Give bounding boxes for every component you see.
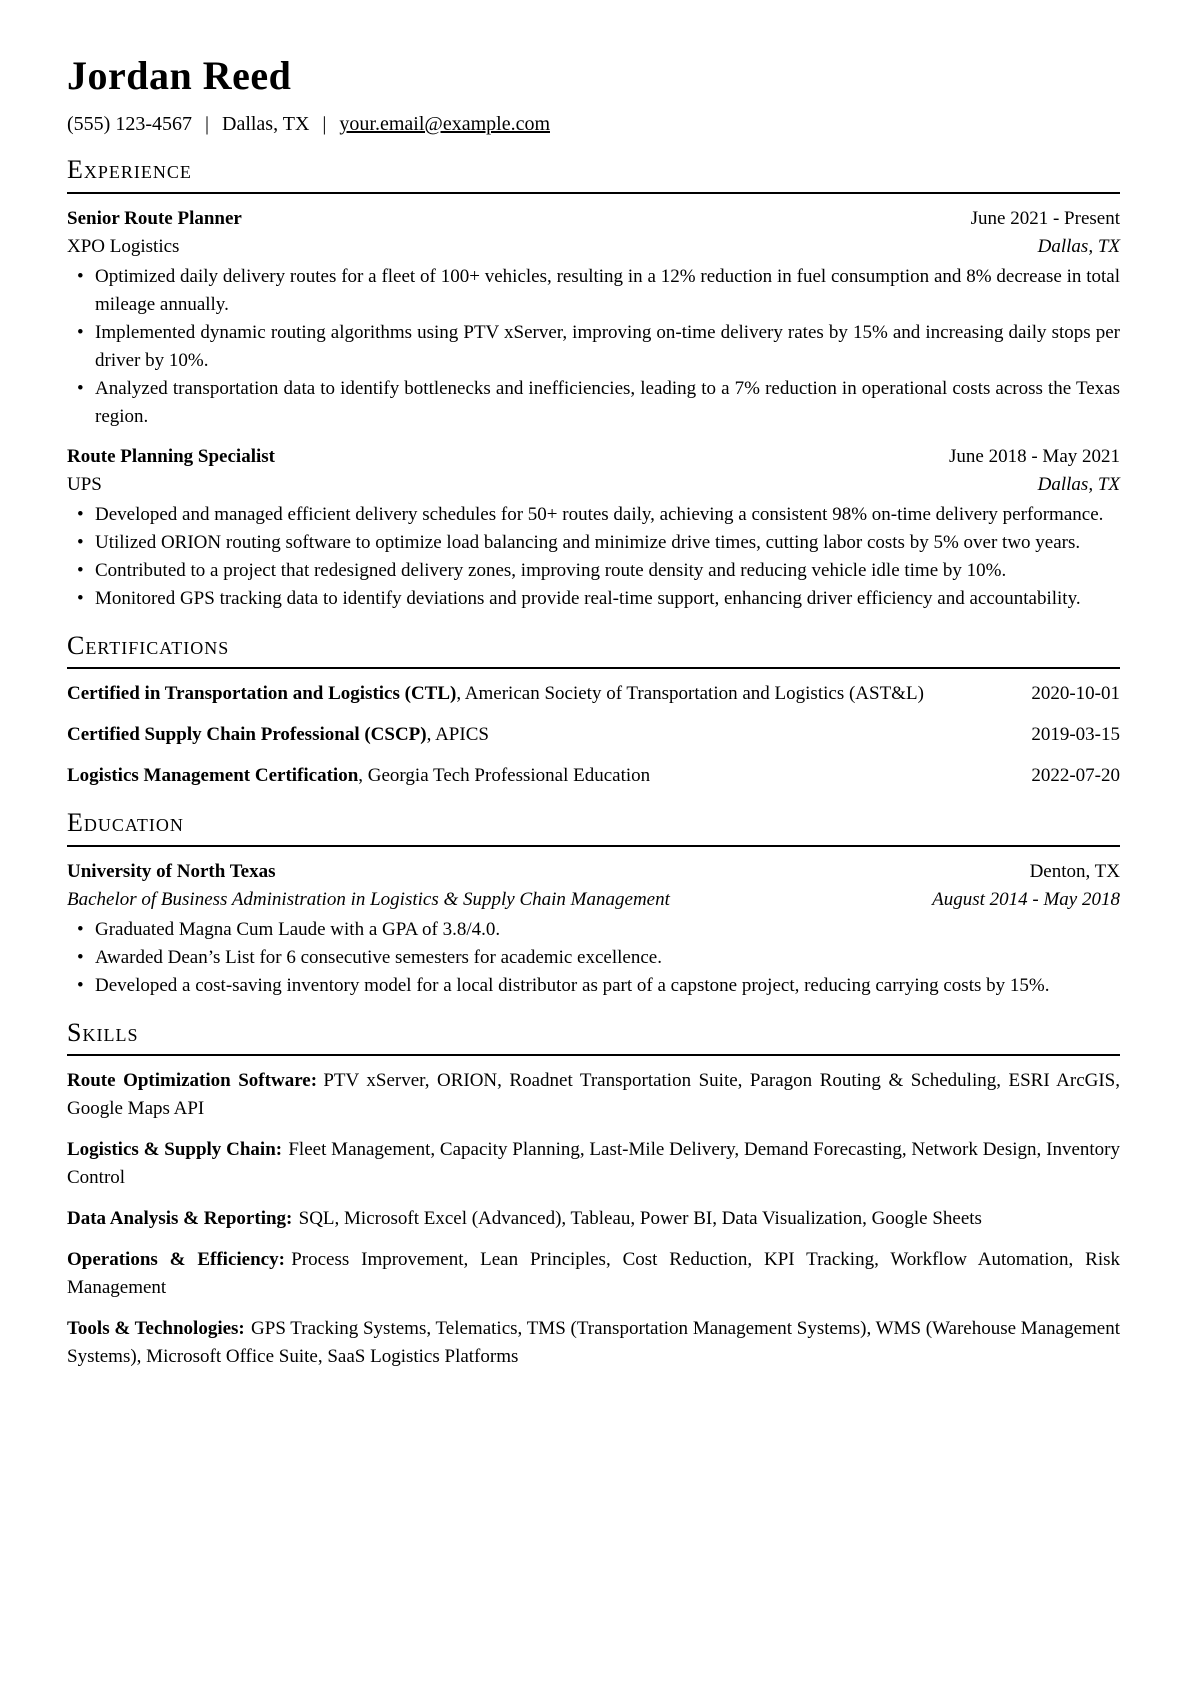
section-skills xyxy=(67,1019,1120,1372)
job-location: Dallas, TX xyxy=(1037,473,1120,495)
job-bullet-list xyxy=(67,263,1120,431)
bullet-item: • Analyzed transportation data to identify bottlenecks and inefficiencies, leading to a 7% reduction in operational costs across the Texas region. xyxy=(67,375,1120,431)
education-school-row xyxy=(67,858,1120,886)
bullet-item: • Monitored GPS tracking data to identify deviations and provide real-time support, enhancing driver efficiency and accountability. xyxy=(67,585,1120,613)
certification-date: 2022-07-20 xyxy=(1031,765,1120,787)
education-bullet-list xyxy=(67,916,1120,1000)
education-heading: Education xyxy=(67,809,1120,847)
certification-issuer: , APICS xyxy=(426,724,489,746)
skill-category-operations-efficiency xyxy=(67,1246,1120,1302)
job-dates: June 2021 - Present xyxy=(970,207,1120,229)
phone-number: (555) 123-4567 xyxy=(67,113,192,135)
bullet-item: • Utilized ORION routing software to optimize load balancing and minimize drive times, cutting labor costs by 5% over two years. xyxy=(67,529,1120,557)
job-entry-route-planning-specialist xyxy=(67,443,1120,613)
certification-name: Certified in Transportation and Logistics (CTL) xyxy=(67,683,457,705)
section-certifications xyxy=(67,632,1120,791)
separator: | xyxy=(204,113,209,135)
degree-name: Bachelor of Business Administration in Logistics & Supply Chain Management xyxy=(67,888,670,910)
bullet-item: • Optimized daily delivery routes for a fleet of 100+ vehicles, resulting in a 12% reduction in fuel consumption and 8% decrease in total mileage annually. xyxy=(67,263,1120,319)
job-title-row xyxy=(67,443,1120,471)
skill-category-logistics-supply-chain xyxy=(67,1136,1120,1192)
certification-issuer: , Georgia Tech Professional Education xyxy=(358,765,651,787)
job-company: XPO Logistics xyxy=(67,235,180,257)
school-location: Denton, TX xyxy=(1029,860,1120,882)
section-experience xyxy=(67,156,1120,613)
bullet-item: • Contributed to a project that redesigned delivery zones, improving route density and reducing vehicle idle time by 10%. xyxy=(67,557,1120,585)
bullet-item: • Awarded Dean’s List for 6 consecutive semesters for academic excellence. xyxy=(67,944,1120,972)
skill-category-values: Fleet Management, Capacity Planning, Last-Mile Delivery, Demand Forecasting, Network Design, Inventory Control xyxy=(67,1139,1120,1189)
location-text: Dallas, TX xyxy=(222,113,310,135)
skill-category-route-optimization xyxy=(67,1067,1120,1123)
skill-category-label: Data Analysis & Reporting: xyxy=(67,1208,293,1230)
bullet-item: • Graduated Magna Cum Laude with a GPA of 3.8/4.0. xyxy=(67,916,1120,944)
separator: | xyxy=(322,113,327,135)
education-entry xyxy=(67,858,1120,1000)
job-bullet-list xyxy=(67,501,1120,613)
job-company-row xyxy=(67,471,1120,499)
bullet-item: • Developed a cost-saving inventory model for a local distributor as part of a capstone project, reducing carrying costs by 15%. xyxy=(67,972,1120,1000)
certification-date: 2019-03-15 xyxy=(1031,724,1120,746)
job-title-row xyxy=(67,205,1120,233)
certification-entry xyxy=(67,680,1120,708)
certification-name: Certified Supply Chain Professional (CSCP) xyxy=(67,724,427,746)
certification-name: Logistics Management Certification xyxy=(67,765,359,787)
person-name: Jordan Reed xyxy=(67,53,292,98)
job-title: Senior Route Planner xyxy=(67,207,242,229)
certification-date: 2020-10-01 xyxy=(1031,683,1120,705)
skill-category-label: Logistics & Supply Chain: xyxy=(67,1139,283,1161)
bullet-item: • Developed and managed efficient delivery schedules for 50+ routes daily, achieving a consistent 98% on-time delivery performance. xyxy=(67,501,1120,529)
skills-heading: Skills xyxy=(67,1019,1120,1057)
skill-category-data-analysis xyxy=(67,1205,1120,1233)
job-title: Route Planning Specialist xyxy=(67,445,275,467)
email-link[interactable]: your.email@example.com xyxy=(339,113,550,135)
school-name: University of North Texas xyxy=(67,860,276,882)
skill-category-values: Process Improvement, Lean Principles, Cost Reduction, KPI Tracking, Workflow Automation, Risk Management xyxy=(67,1249,1120,1299)
skill-category-label: Tools & Technologies: xyxy=(67,1318,245,1340)
education-degree-row xyxy=(67,886,1120,914)
skill-category-tools-technologies xyxy=(67,1315,1120,1371)
job-entry-senior-route-planner xyxy=(67,205,1120,431)
skill-category-values: GPS Tracking Systems, Telematics, TMS (Transportation Management Systems), WMS (Warehouse Management Systems), Microsoft Office Suite, SaaS Logistics Platforms xyxy=(67,1318,1120,1368)
skill-category-values: PTV xServer, ORION, Roadnet Transportation Suite, Paragon Routing & Scheduling, ESRI ArcGIS, Google Maps API xyxy=(67,1070,1120,1120)
job-company-row xyxy=(67,233,1120,261)
certifications-heading: Certifications xyxy=(67,632,1120,670)
contact-line xyxy=(67,111,1120,137)
skill-category-label: Route Optimization Software: xyxy=(67,1070,318,1092)
job-company: UPS xyxy=(67,473,102,495)
certification-entry xyxy=(67,721,1120,749)
bullet-item: • Implemented dynamic routing algorithms using PTV xServer, improving on-time delivery rates by 15% and increasing daily stops per driver by 10%. xyxy=(67,319,1120,375)
certification-issuer: , American Society of Transportation and Logistics (AST&L) xyxy=(456,683,924,705)
section-education xyxy=(67,809,1120,1000)
skill-category-label: Operations & Efficiency: xyxy=(67,1249,285,1271)
education-dates: August 2014 - May 2018 xyxy=(932,888,1120,910)
experience-heading: Experience xyxy=(67,156,1120,194)
certification-entry xyxy=(67,762,1120,790)
job-dates: June 2018 - May 2021 xyxy=(949,445,1120,467)
resume-header xyxy=(67,53,1120,137)
job-location: Dallas, TX xyxy=(1037,235,1120,257)
skill-category-values: SQL, Microsoft Excel (Advanced), Tableau, Power BI, Data Visualization, Google Sheets xyxy=(298,1208,982,1230)
